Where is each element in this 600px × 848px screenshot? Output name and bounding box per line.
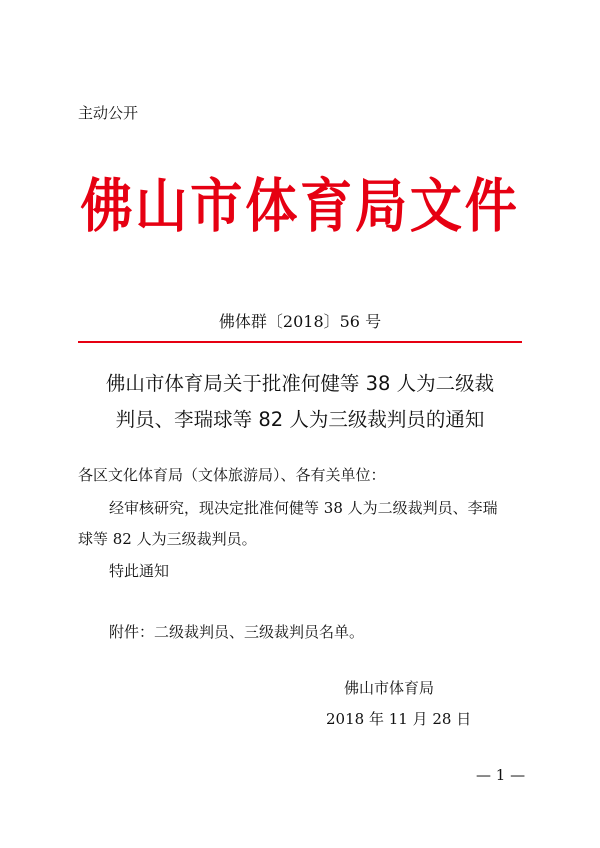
page-number: — 1 — <box>476 766 526 784</box>
closing-phrase: 特此通知 <box>109 562 170 580</box>
notice-title-line-2: 判员、李瑞球等 82 人为三级裁判员的通知 <box>115 408 485 431</box>
notice-title <box>0 366 600 438</box>
masthead-title: 佛山市体育局文件 <box>80 172 520 240</box>
notice-title-line-1: 佛山市体育局关于批准何健等 38 人为二级裁 <box>105 372 495 395</box>
disclosure-label: 主动公开 <box>78 104 139 122</box>
body-paragraph-line-2: 球等 82 人为三级裁判员。 <box>78 530 257 548</box>
issue-date: 2018 年 11 月 28 日 <box>326 710 472 728</box>
attachment-note: 附件：二级裁判员、三级裁判员名单。 <box>109 623 365 641</box>
red-divider-line <box>78 341 522 343</box>
body-paragraph-line-1: 经审核研究，现决定批准何健等 38 人为二级裁判员、李瑞 <box>109 499 498 517</box>
document-number: 佛体群〔2018〕56 号 <box>218 312 382 331</box>
salutation: 各区文化体育局（文体旅游局）、各有关单位： <box>78 466 386 484</box>
signatory: 佛山市体育局 <box>344 679 435 697</box>
